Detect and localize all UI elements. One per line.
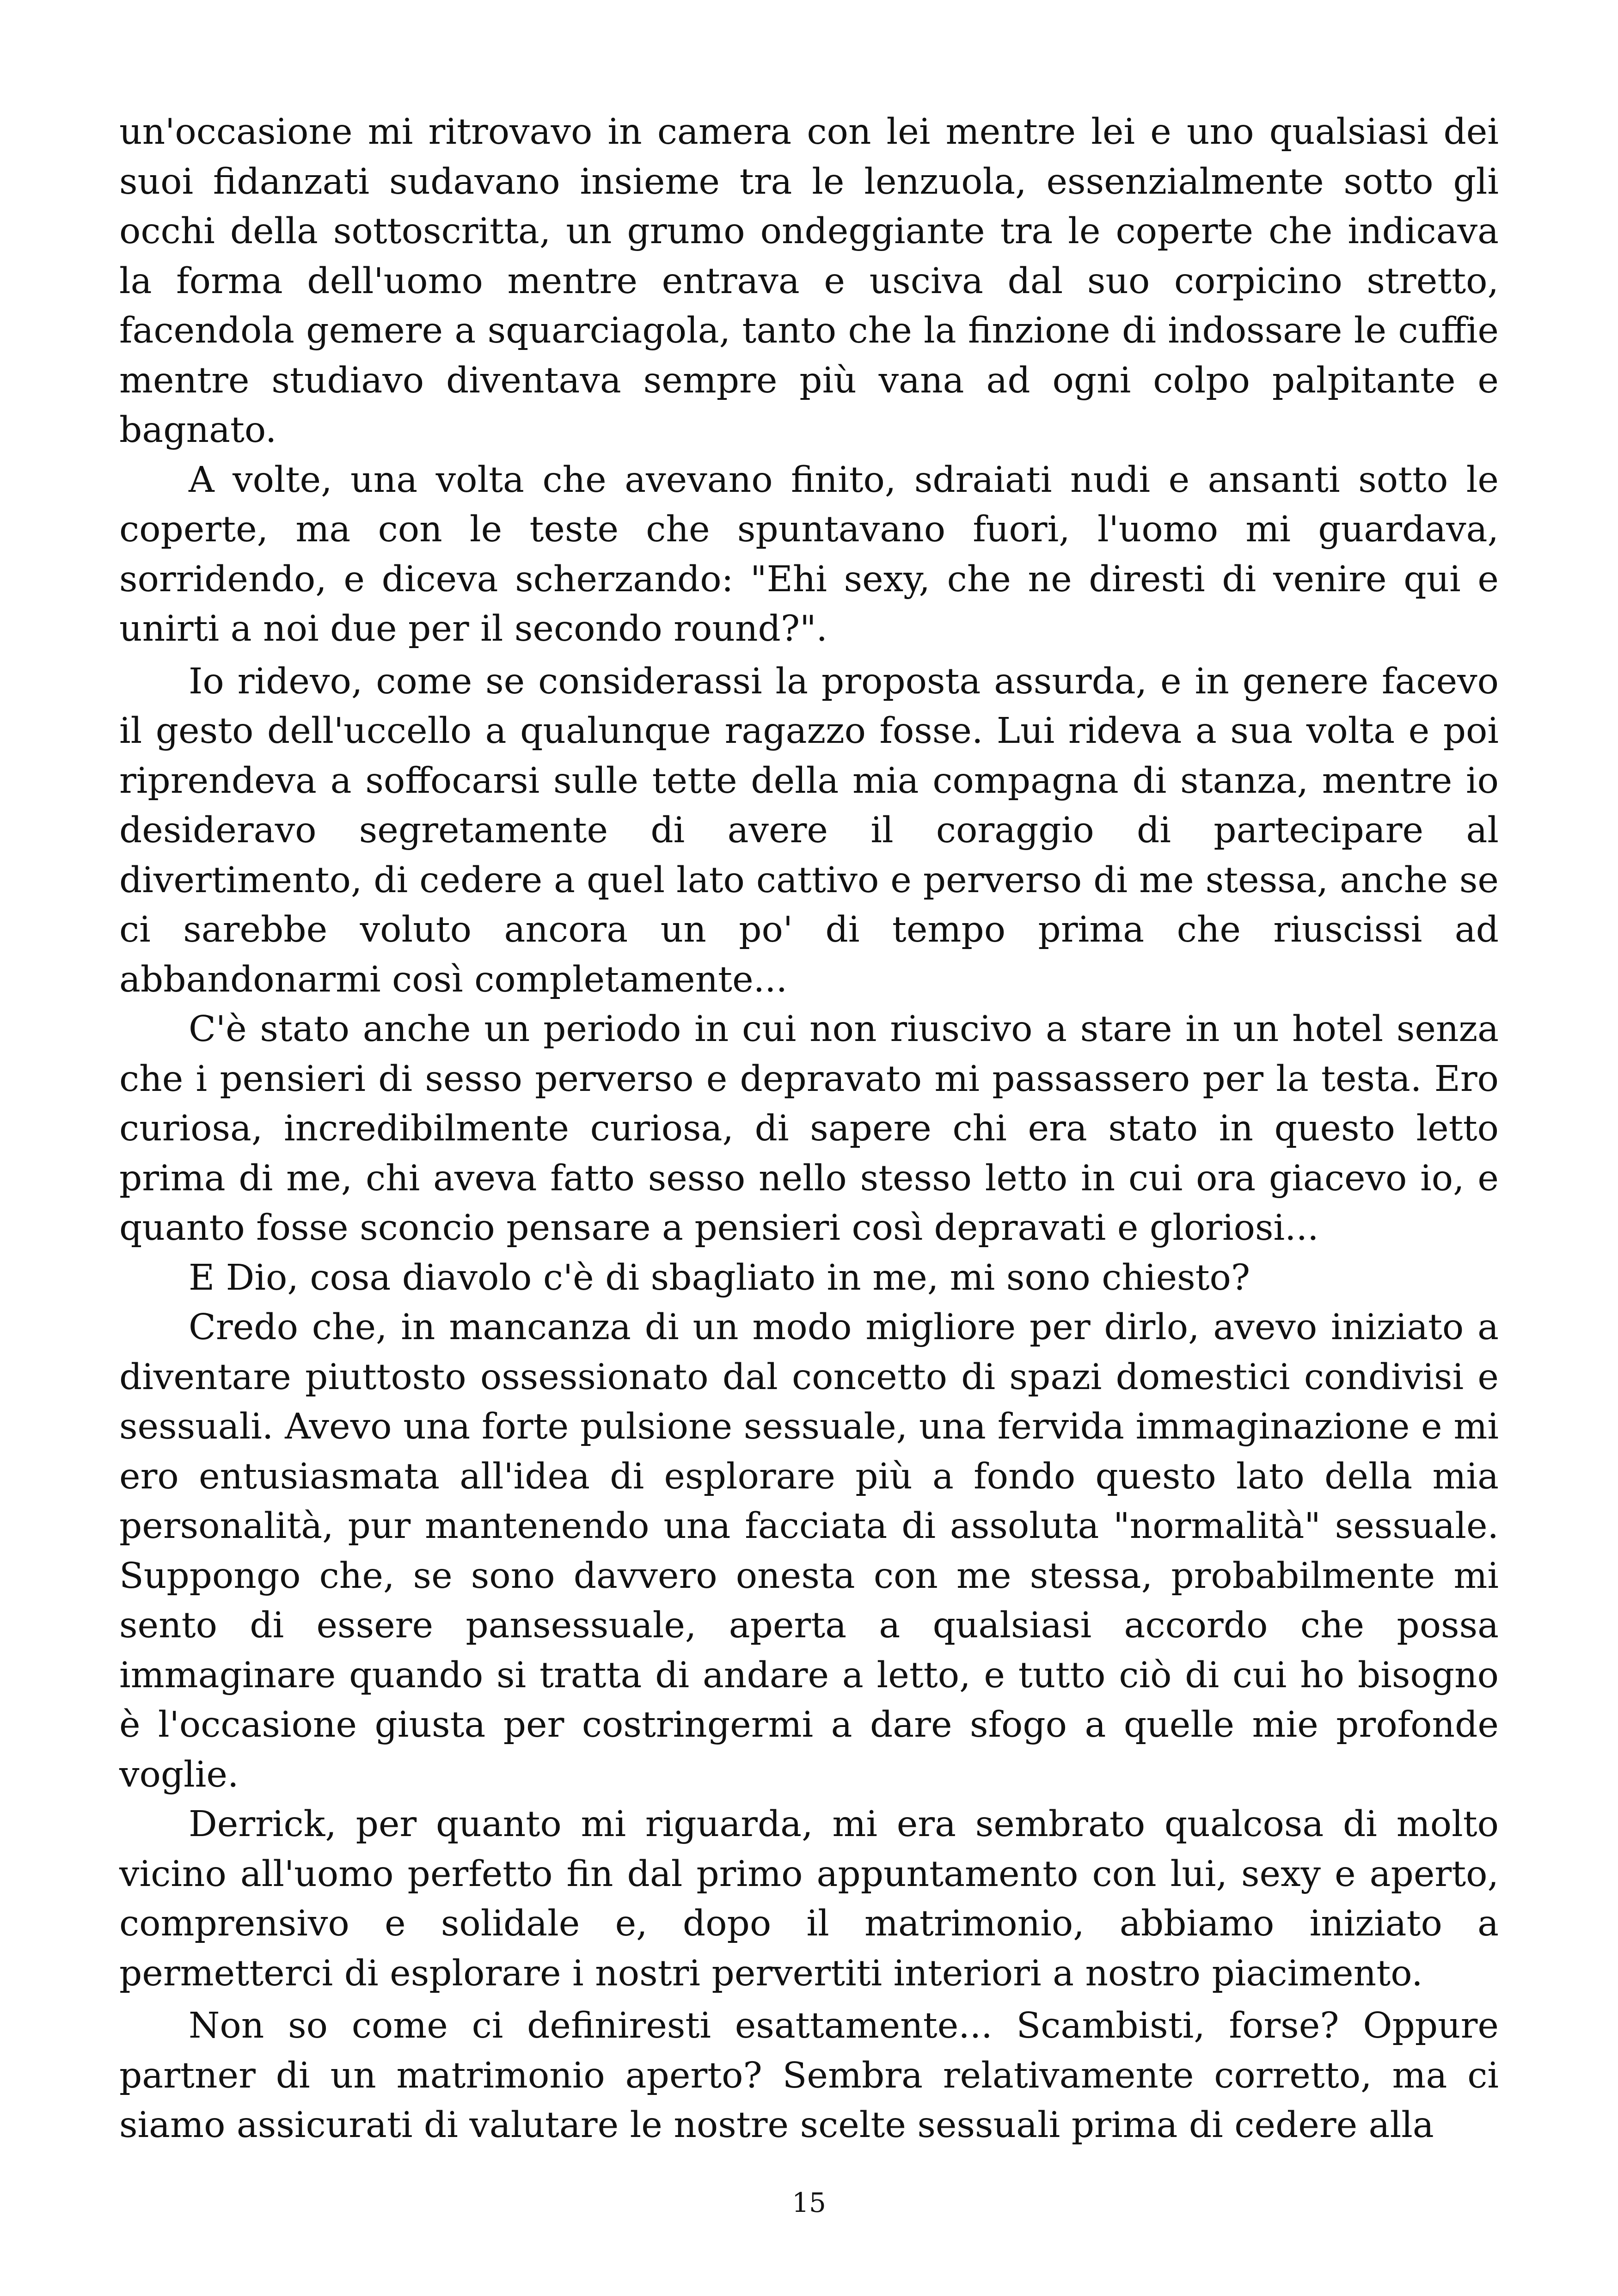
page-number: 15 [792, 2187, 826, 2218]
paragraph-3: Io ridevo, come se considerassi la proposta assurda, e in genere facevo il gesto dell'uccello a qualunque ragazzo fosse. Lui rideva a sua volta e poi riprendeva a soffocarsi sulle tette della mia compagna di stanza, mentre io desideravo segretamente di avere il coraggio di partecipare al divertimento, di cedere a quel lato cattivo e perverso di me stessa, anche se ci sarebbe voluto ancora un po' di tempo prima che riuscissi ad abbandonarmi così completamente... [119, 661, 1499, 1000]
paragraph-1: un'occasione mi ritrovavo in camera con lei mentre lei e uno qualsiasi dei suoi fidanzati sudavano insieme tra le lenzuola, essenzialmente sotto gli occhi della sottoscritta, un grumo ondeggiante tra le coperte che indicava la forma dell'uomo mentre entrava e usciva dal suo corpicino stretto, facendola gemere a squarciagola, tanto che la finzione di indossare le cuffie mentre studiavo diventava sempre più vana ad ogni colpo palpitante e bagnato. [119, 111, 1499, 451]
paragraph-2: A volte, una volta che avevano finito, sdraiati nudi e ansanti sotto le coperte, ma con le teste che spuntavano fuori, l'uomo mi guardava, sorridendo, e diceva scherzando: "Ehi sexy, che ne diresti di venire qui e unirti a noi due per il secondo round?". [119, 459, 1499, 649]
paragraph-4: C'è stato anche un periodo in cui non riuscivo a stare in un hotel senza che i pensieri di sesso perverso e depravato mi passassero per la testa. Ero curiosa, incredibilmente curiosa, di sapere chi era stato in questo letto prima di me, chi aveva fatto sesso nello stesso letto in cui ora giacevo io, e quanto fosse sconcio pensare a pensieri così depravati e gloriosi... [119, 1009, 1499, 1249]
paragraph-7: Derrick, per quanto mi riguarda, mi era sembrato qualcosa di molto vicino all'uomo perfetto fin dal primo appuntamento con lui, sexy e aperto, comprensivo e solidale e, dopo il matrimonio, abbiamo iniziato a permetterci di esplorare i nostri pervertiti interiori a nostro piacimento. [119, 1804, 1499, 1994]
paragraph-8: Non so come ci definiresti esattamente... Scambisti, forse? Oppure partner di un matrimonio aperto? Sembra relativamente corretto, ma ci siamo assicurati di valutare le nostre scelte sessuali prima di cedere alla [119, 2005, 1499, 2146]
body-text [119, 107, 1499, 2150]
paragraph-5: E Dio, cosa diavolo c'è di sbagliato in me, mi sono chiesto? [189, 1257, 1250, 1298]
paragraph-6: Credo che, in mancanza di un modo migliore per dirlo, avevo iniziato a diventare piuttosto ossessionato dal concetto di spazi domestici condivisi e sessuali. Avevo una forte pulsione sessuale, una fervida immaginazione e mi ero entusiasmata all'idea di esplorare più a fondo questo lato della mia personalità, pur mantenendo una facciata di assoluta "normalità" sessuale. Suppongo che, se sono davvero onesta con me stessa, probabilmente mi sento di essere pansessuale, aperta a qualsiasi accordo che possa immaginare quando si tratta di andare a letto, e tutto ciò di cui ho bisogno è l'occasione giusta per costringermi a dare sfogo a quelle mie profonde voglie. [119, 1307, 1499, 1795]
